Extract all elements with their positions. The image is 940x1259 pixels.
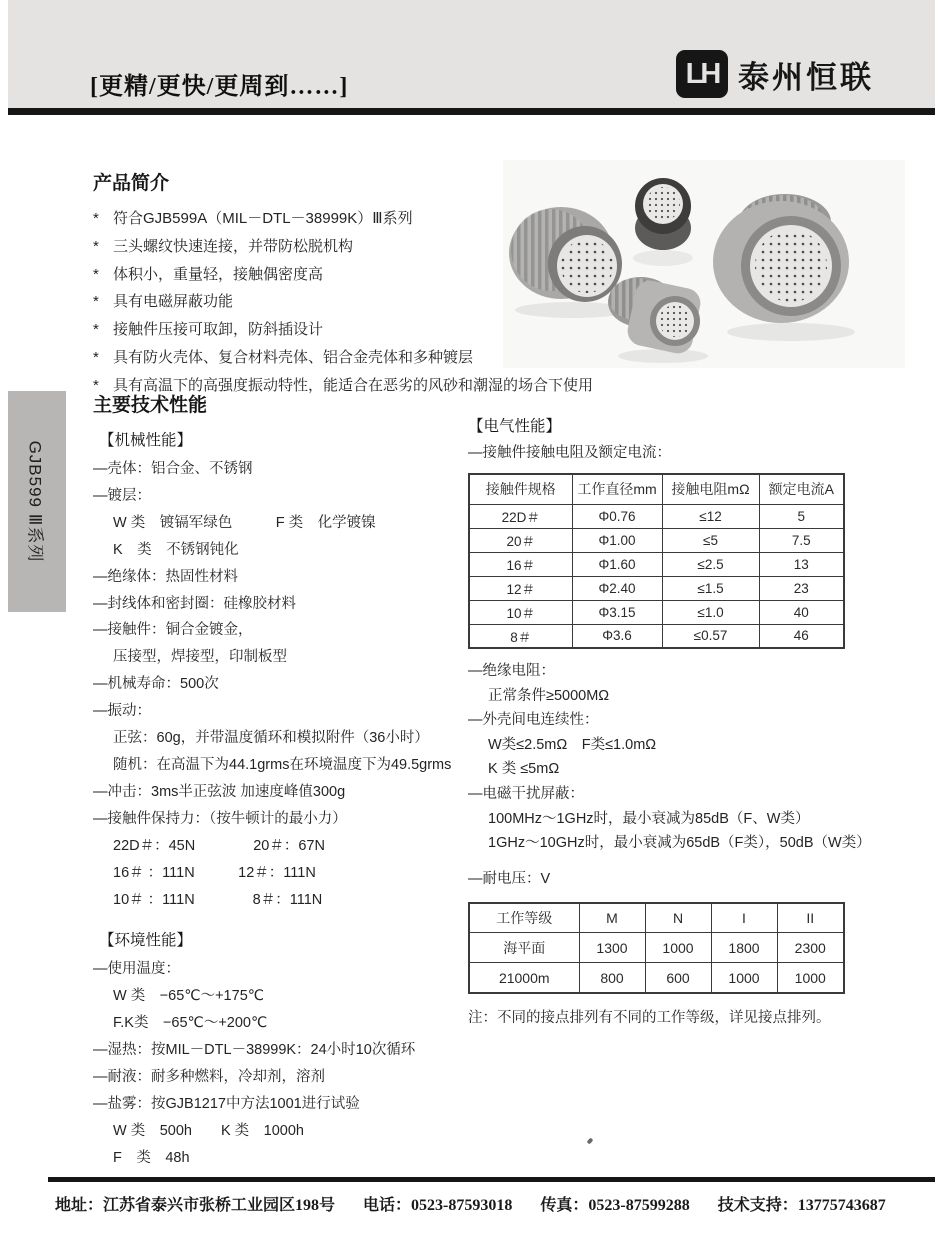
electrical-spec-line: W类≤2.5mΩ F类≤1.0mΩ [488, 736, 657, 753]
table-cell: 21000m [469, 963, 579, 993]
table-cell: 600 [645, 963, 711, 993]
electrical-spec-line: 正常条件≥5000MΩ [488, 687, 610, 704]
contact-resistance-table [468, 473, 845, 649]
table-row [469, 552, 844, 576]
table-header-row [469, 903, 844, 933]
table-cell: 1000 [645, 933, 711, 963]
environmental-lines [93, 956, 483, 1171]
table-cell: ≤1.0 [662, 600, 759, 624]
intro-bullet [93, 261, 598, 289]
connector-cap-top [633, 178, 693, 266]
table-cell: 22D＃ [469, 504, 572, 528]
intro-bullet [93, 372, 598, 400]
table-cell: 5 [759, 504, 844, 528]
mechanical-spec-line: —绝缘体：热固性材料 [93, 568, 238, 585]
table-cell: 1800 [711, 933, 777, 963]
tech-title: 主要技术性能 [93, 395, 208, 416]
environmental-spec-line: F.K类 −65℃～+200℃ [113, 1015, 268, 1032]
table-row [469, 600, 844, 624]
bullet-text: 符合GJB599A（MIL－DTL－38999K）Ⅲ系列 [113, 210, 413, 227]
table-cell: 46 [759, 624, 844, 648]
mechanical-spec-line: 16＃ ：111N 12＃：111N [113, 864, 316, 881]
electrical-intro-line: —接触件接触电阻及额定电流： [468, 445, 671, 461]
voltage-line: —耐电压：V [468, 870, 551, 887]
table-header-cell: N [645, 903, 711, 933]
table-cell: 2300 [777, 933, 844, 963]
mechanical-spec-line: —接触件保持力：（按牛顿计的最小力） [93, 810, 347, 827]
table-cell: 海平面 [469, 933, 579, 963]
bullet-marker: * [93, 265, 99, 283]
table-cell: ≤12 [662, 504, 759, 528]
intro-bullet [93, 205, 598, 233]
environmental-spec-line: W 类 500h K 类 1000h [113, 1122, 304, 1139]
table-row [469, 624, 844, 648]
tech-left-column [93, 390, 483, 1172]
intro-bullet [93, 316, 598, 344]
environmental-spec-line: W 类 −65℃～+175℃ [113, 988, 265, 1005]
table-header-cell: 接触件规格 [469, 474, 572, 504]
table-cell: ≤5 [662, 528, 759, 552]
intro-bullet [93, 344, 598, 372]
table-header-row [469, 474, 844, 504]
table-row [469, 576, 844, 600]
electrical-spec-line: —绝缘电阻： [468, 663, 555, 679]
footer-phone: 电话：0523-87593018 [363, 1197, 513, 1214]
header-rule [8, 108, 935, 115]
environmental-spec-line: —湿热：按MIL－DTL－38999K：24小时10次循环 [93, 1042, 416, 1059]
table-row [469, 504, 844, 528]
table-cell: 8＃ [469, 624, 572, 648]
intro-bullet-list [93, 205, 598, 400]
bullet-marker: * [93, 293, 99, 311]
mechanical-spec-line: 22D＃：45N 20＃：67N [113, 837, 325, 854]
table-header-cell: I [711, 903, 777, 933]
bullet-marker: * [93, 210, 99, 227]
table-cell: Φ3.6 [572, 624, 662, 648]
mechanical-spec-line: 随机：在高温下为44.1grms在环境温度下为49.5grms [113, 756, 452, 773]
mechanical-spec-line: —壳体：铝合金、不锈钢 [93, 461, 253, 477]
mechanical-spec-line: —封线体和密封圈：硅橡胶材料 [93, 595, 296, 612]
bullet-text: 具有高温下的高强度振动特性，能适合在恶劣的风砂和潮湿的场合下使用 [113, 376, 594, 394]
mechanical-spec-line: —振动： [93, 703, 151, 720]
electrical-spec-line: —外壳间电连续性： [468, 712, 599, 729]
electrical-spec-line: 1GHz～10GHz时，最小衰减为65dB（F类），50dB（W类） [488, 835, 871, 852]
mechanical-spec-line: —冲击：3ms半正弦波 加速度峰值300g [93, 783, 346, 800]
mechanical-spec-line: 正弦：60g，并带温度循环和模拟附件（36小时） [113, 730, 429, 747]
bullet-text: 具有电磁屏蔽功能 [113, 293, 234, 311]
table-cell: 20＃ [469, 528, 572, 552]
mechanical-spec-line: —镀层： [93, 487, 151, 504]
table-cell: 40 [759, 600, 844, 624]
table-cell: 7.5 [759, 528, 844, 552]
side-tab-label: GJB599 Ⅲ系列 [25, 440, 45, 563]
mechanical-spec-line: —接触件：铜合金镀金， [93, 622, 253, 639]
table-cell: Φ3.15 [572, 600, 662, 624]
table-cell: Φ1.60 [572, 552, 662, 576]
voltage-rating-table [468, 902, 845, 994]
company-name: 泰州恒联 [738, 59, 874, 95]
bullet-text: 体积小，重量轻，接触偶密度高 [113, 265, 324, 283]
table-cell: Φ0.76 [572, 504, 662, 528]
table-note: 注：不同的接点排列有不同的工作等级，详见接点排列。 [468, 1009, 831, 1026]
bullet-text: 接触件压接可取卸，防斜插设计 [113, 321, 324, 339]
mechanical-section [93, 427, 483, 913]
table-cell: 800 [579, 963, 645, 993]
electrical-spec-line: 100MHz～1GHz时，最小衰减为85dB（F、W类） [488, 810, 810, 827]
table-row [469, 963, 844, 993]
table-cell: 12＃ [469, 576, 572, 600]
table-cell: 16＃ [469, 552, 572, 576]
electrical-heading: 【电气性能】 [468, 418, 562, 435]
lh-logo-icon: LH [676, 50, 728, 98]
header-slogan: [更精/更快/更周到……] [90, 74, 349, 100]
footer-support: 技术支持：13775743687 [717, 1197, 886, 1214]
table-cell: 1000 [777, 963, 844, 993]
table-cell: ≤1.5 [662, 576, 759, 600]
table-cell: 13 [759, 552, 844, 576]
table-cell: 10＃ [469, 600, 572, 624]
footer-rule [48, 1177, 935, 1182]
mechanical-spec-line: K 类 不锈钢钝化 [113, 541, 239, 558]
environmental-spec-line: F 类 48h [113, 1149, 190, 1166]
electrical-spec-line: K 类 ≤5mΩ [488, 761, 560, 778]
mechanical-spec-line: 10＃ ：111N 8＃：111N [113, 891, 323, 908]
table-header-cell: 额定电流A [759, 474, 844, 504]
bullet-marker: * [93, 376, 99, 394]
intro-bullet [93, 233, 598, 261]
environmental-spec-line: —耐液：耐多种燃料，冷却剂，溶剂 [93, 1069, 325, 1086]
mechanical-lines [93, 456, 483, 913]
table-header-cell: 工作等级 [469, 903, 579, 933]
table-cell: ≤0.57 [662, 624, 759, 648]
table-cell: ≤2.5 [662, 552, 759, 576]
bullet-marker: * [93, 237, 99, 255]
table-cell: Φ2.40 [572, 576, 662, 600]
mechanical-heading: 【机械性能】 [99, 432, 193, 449]
intro-title: 产品简介 [93, 173, 170, 194]
table-cell: Φ1.00 [572, 528, 662, 552]
bullet-text: 三头螺纹快速连接，并带防松脱机构 [113, 237, 354, 255]
table-header-cell: II [777, 903, 844, 933]
bullet-text: 具有防火壳体、复合材料壳体、铝合金壳体和多种镀层 [113, 348, 474, 366]
table-header-cell: M [579, 903, 645, 933]
table-cell: 23 [759, 576, 844, 600]
side-tab-series [8, 391, 66, 612]
mechanical-spec-line: W 类 镀镉军绿色 F 类 化学镀镍 [113, 514, 376, 531]
environmental-heading: 【环境性能】 [99, 932, 193, 950]
environmental-spec-line: —使用温度： [93, 961, 180, 978]
footer [55, 1192, 925, 1215]
table-row [469, 528, 844, 552]
footer-fax: 传真：0523-87599288 [540, 1197, 690, 1214]
tech-right-column [468, 413, 871, 1027]
table-header-cell: 接触电阻mΩ [662, 474, 759, 504]
bullet-marker: * [93, 321, 99, 339]
bullet-marker: * [93, 348, 99, 366]
product-intro-section [93, 168, 598, 400]
table-header-cell: 工作直径mm [572, 474, 662, 504]
footer-address: 地址：江苏省泰兴市张桥工业园区198号 [55, 1197, 336, 1214]
mechanical-spec-line: —机械寿命：500次 [93, 676, 219, 693]
company-logo [676, 50, 874, 98]
electrical-lines [468, 659, 871, 856]
environmental-section [93, 927, 483, 1171]
table-cell: 1300 [579, 933, 645, 963]
intro-bullet [93, 288, 598, 316]
table-cell: 1000 [711, 963, 777, 993]
environmental-spec-line: —盐雾：按GJB1217中方法1001进行试验 [93, 1095, 360, 1112]
mechanical-spec-line: 压接型，焊接型，印制板型 [113, 649, 287, 666]
electrical-spec-line: —电磁干扰屏蔽： [468, 785, 584, 802]
scan-speck [587, 1137, 594, 1144]
table-row [469, 933, 844, 963]
